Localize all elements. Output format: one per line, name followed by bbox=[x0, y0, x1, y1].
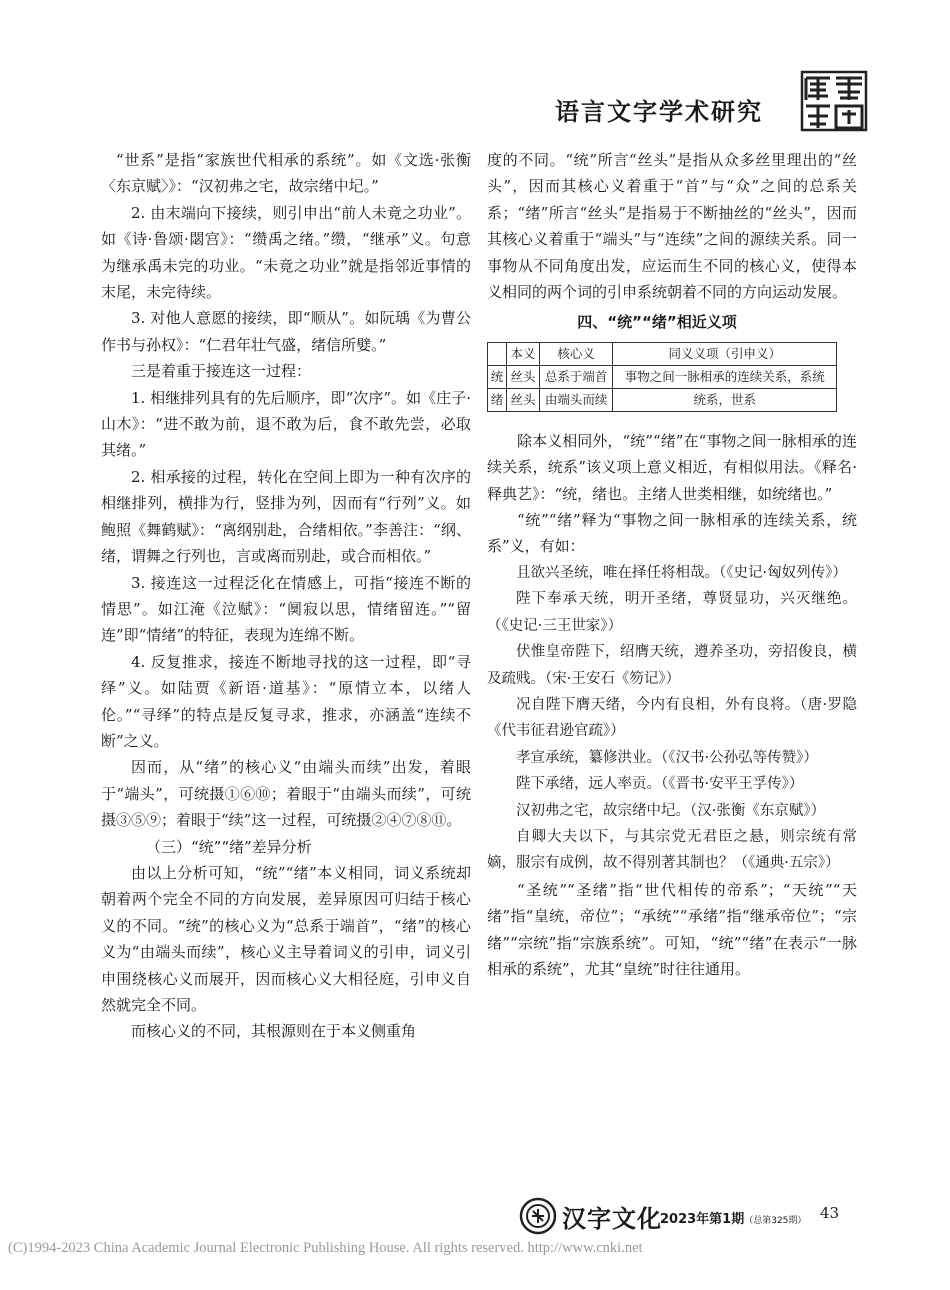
journal-section-title: 语言文字学术研究 bbox=[555, 97, 763, 126]
quote-paragraph: 陛下承绪，远人率贡。（《晋书·安平王孚传》） bbox=[516, 776, 804, 793]
seal-logo-icon bbox=[800, 70, 868, 132]
quote-paragraph: 况自陛下膺天绪，今内有良相，外有良将。（唐·罗隐《代韦征君逊官疏》） bbox=[487, 696, 857, 740]
paragraph: 2. 由末端向下接续，则引申出“前人未竟之功业”。如《诗·鲁颂·閟宫》：“缵禹之绪。”缵，“继承”义。句意为继承禹未完的功业。“未竟之功业”就是指邻近事情的末尾，未完待续。 bbox=[101, 203, 471, 302]
comparison-table bbox=[487, 342, 837, 412]
paragraph: 由以上分析可知，“统”“绪”本义相同，词义系统却朝着两个完全不同的方向发展，差异原因可归结于核心义的不同。“统”的核心义为“总系于端首”，“绪”的核心义为“由端头而续”，核心义主导着词义的引申，词义引申围绕核心义而展开，因而核心义大相径庭，引申义自然就完全不同。 bbox=[101, 863, 471, 1014]
issue-total: （总第325期） bbox=[744, 1216, 807, 1226]
paragraph: 因而，从“绪”的核心义“由端头而续”出发，着眼于“端头”，可统摄①⑥⑩；着眼于“由端头而续”，可统摄③⑤⑨；着眼于“续”这一过程，可统摄②④⑦⑧⑪。 bbox=[101, 758, 471, 830]
paragraph: 2. 相承接的过程，转化在空间上即为一种有次序的相继排列，横排为行，竖排为列，因而有“行列”义。如鲍照《舞鹤赋》：“离纲别赴，合绪相依。”李善注：“纲、绪，谓舞之行列也，言或离而别赴，或合而相依。” bbox=[101, 467, 471, 566]
paragraph: “世系”是指“家族世代相承的系统”。如《文选·张衡〈东京赋〉》：“汉初弗之宅，故宗绪中圮。” bbox=[101, 151, 471, 196]
table-cell: 事物之间一脉相承的连续关系，系统 bbox=[613, 365, 837, 388]
paragraph: 三是着重于接连这一过程： bbox=[131, 362, 312, 381]
table-header-cell: 核心义 bbox=[539, 342, 613, 365]
table-row bbox=[488, 365, 837, 388]
section-heading: 四、“统”“绪”相近义项 bbox=[577, 313, 737, 332]
quote-paragraph: 孝宣承统，纂修洪业。（《汉书·公孙弘等传赞》） bbox=[516, 749, 818, 766]
issue-number: 2023年第1期 bbox=[660, 1212, 745, 1227]
quote-paragraph: 自卿大夫以下，与其宗党无君臣之悬，则宗统有常嫡，服宗有成例，故不得别著其制也？（《通典·五宗》） bbox=[487, 828, 857, 872]
paragraph: “统”“绪”释为“事物之间一脉相承的连续关系，统系”义，有如： bbox=[487, 511, 857, 556]
quote-paragraph: 伏惟皇帝陛下，绍膺天统，遵养圣功，旁招俊良，横及疏贱。（宋·王安石《笏记》） bbox=[487, 644, 857, 687]
table-row bbox=[488, 388, 837, 411]
table-cell: 由端头而续 bbox=[539, 388, 613, 411]
quote-paragraph: 汉初弗之宅，故宗绪中圮。（汉·张衡《东京赋》） bbox=[516, 802, 826, 819]
table-header-cell: 同义义项（引申义） bbox=[613, 342, 837, 365]
left-column bbox=[101, 147, 471, 1045]
table-header-cell bbox=[488, 342, 507, 365]
quote-paragraph: 陛下奉承天统，明开圣绪，尊贤显功，兴灭继绝。（《史记·三王世家》） bbox=[487, 591, 857, 634]
table-cell: 绪 bbox=[488, 388, 507, 411]
copyright-notice: (C)1994-2023 China Academic Journal Electronic Publishing House. All rights reserved. http://www.cnki.net bbox=[8, 1240, 643, 1256]
paragraph: 3. 对他人意愿的接续，即“顺从”。如阮瑀《为曹公作书与孙权》：“仁君年壮气盛，绪信所嬖。” bbox=[101, 309, 471, 354]
paragraph: 1. 相继排列具有的先后顺序，即“次序”。如《庄子·山木》：“进不敢为前，退不敢为后，食不敢先尝，必取其绪。” bbox=[101, 388, 471, 460]
issue-info bbox=[660, 1208, 806, 1227]
journal-emblem-icon bbox=[519, 1197, 557, 1235]
subsection-heading: （三）“统”“绪”差异分析 bbox=[146, 837, 312, 856]
table-header-cell: 本义 bbox=[507, 342, 540, 365]
journal-brand: 汉字文化 bbox=[562, 1204, 662, 1233]
table-cell: 丝头 bbox=[507, 388, 540, 411]
table-header-row bbox=[488, 342, 837, 365]
table-cell: 统 bbox=[488, 365, 507, 388]
table-cell: 统系，世系 bbox=[613, 388, 837, 411]
page-number: 43 bbox=[820, 1204, 840, 1222]
paragraph: 4. 反复推求，接连不断地寻找的这一过程，即“寻绎”义。如陆贾《新语·道基》：“原情立本，以绪人伦。”“寻绎”的特点是反复寻求，推求，亦涵盖“连续不断”之义。 bbox=[101, 652, 471, 750]
paragraph: 度的不同。“统”所言“丝头”是指从众多丝里理出的“丝头”，因而其核心义着重于“首”与“众”之间的总系关系；“绪”所言“丝头”是指易于不断抽丝的“丝头”，因而其核心义着重于“端头”与“连续”之间的源续关系。同一事物从不同角度出发，应运而生不同的核心义，使得本义相同的两个词的引申系统朝着不同的方向运动发展。 bbox=[487, 151, 857, 302]
table-cell: 总系于端首 bbox=[539, 365, 613, 388]
paragraph: “圣统”“圣绪”指“世代相传的帝系”；“天统”“天绪”指“皇统，帝位”；“承统”“承绪”指“继承帝位”；“宗绪”“宗统”指“宗族系统”。可知，“统”“绪”在表示“一脉相承的系统”，尤其“皇统”时往往通用。 bbox=[487, 880, 857, 978]
paragraph: 除本义相同外，“统”“绪”在“事物之间一脉相承的连续关系，统系”该义项上意义相近，有相似用法。《释名·释典艺》：“统，绪也。主绪人世类相继，如统绪也。” bbox=[487, 431, 857, 503]
right-column bbox=[487, 147, 857, 982]
quote-paragraph: 且欲兴圣统，唯在择任将相哉。（《史记·匈奴列传》） bbox=[516, 564, 847, 581]
paragraph: 而核心义的不同，其根源则在于本义侧重角 bbox=[131, 1022, 417, 1041]
paragraph: 3. 接连这一过程泛化在情感上，可指“接连不断的情思”。如江淹《泣赋》：“阒寂以思，情绪留连。”“留连”即“情绪”的特征，表现为连绵不断。 bbox=[101, 573, 471, 645]
table-cell: 丝头 bbox=[507, 365, 540, 388]
